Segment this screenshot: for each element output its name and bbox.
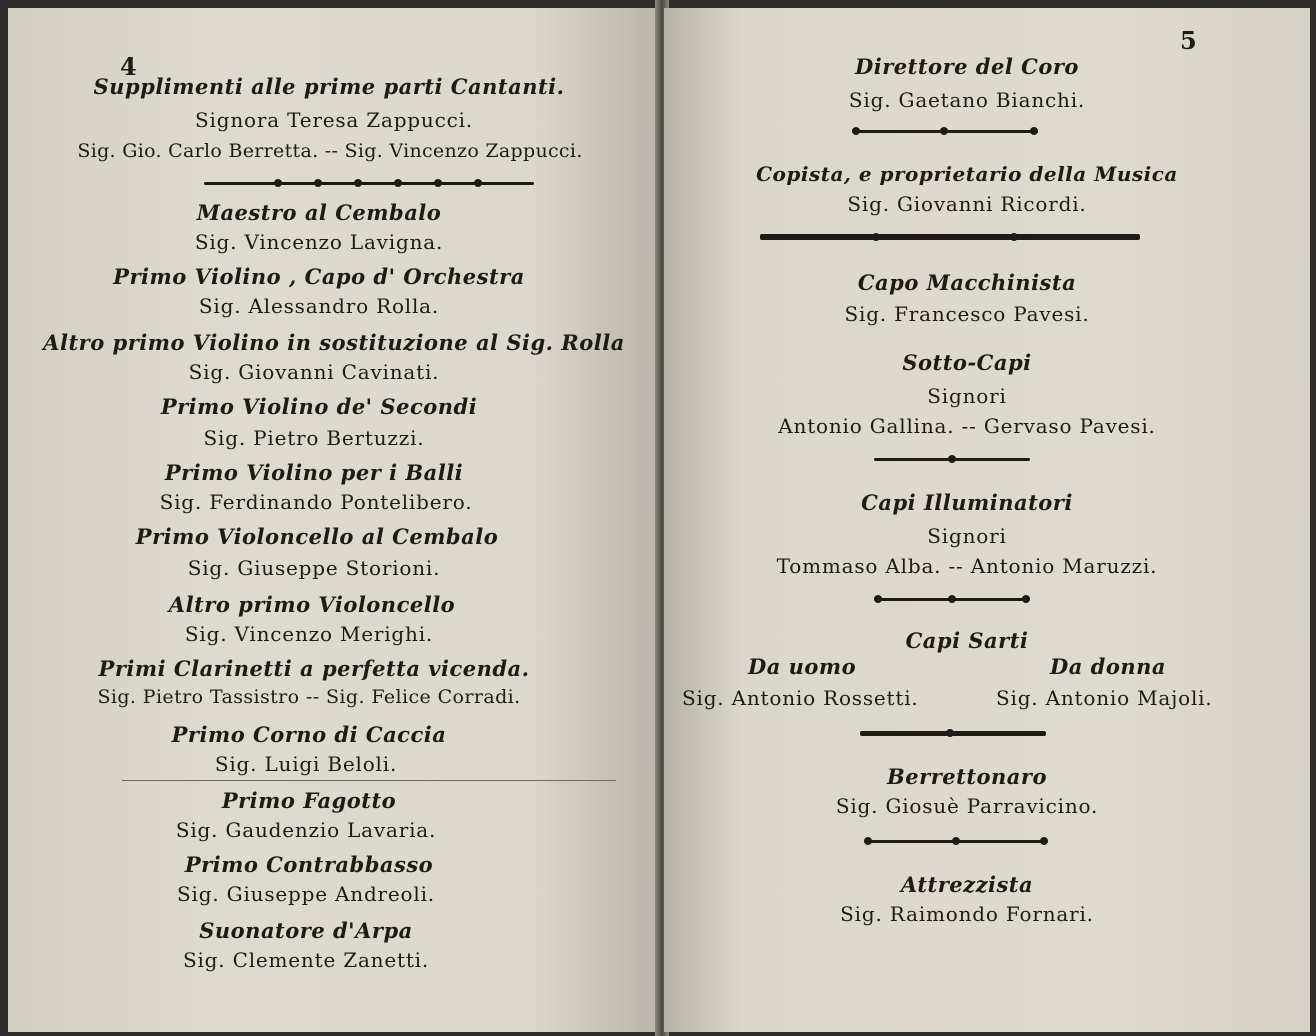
person-name: Sig. Pietro Bertuzzi. [203, 426, 425, 450]
horizontal-rule [122, 780, 616, 781]
ornament-divider [852, 126, 1038, 136]
ornament-divider [874, 454, 1030, 464]
role-title: Capi Sarti [905, 628, 1029, 653]
person-name: Sig. Giovanni Cavinati. [188, 360, 440, 384]
ornament-divider [864, 836, 1048, 846]
person-name: Sig. Giuseppe Andreoli. [177, 882, 435, 906]
person-name: Sig. Giuseppe Storioni. [187, 556, 441, 580]
role-title: Primo Violino per i Balli [164, 460, 464, 485]
role-title: Direttore del Coro [855, 54, 1079, 79]
person-name: Sig. Clemente Zanetti. [182, 948, 430, 972]
role-title: Primi Clarinetti a perfetta vicenda. [98, 656, 530, 681]
person-name: Sig. Pietro Tassistro -- Sig. Felice Corradi. [97, 686, 521, 708]
person-name: Sig. Gaetano Bianchi. [848, 88, 1086, 112]
sarti-left-name: Sig. Antonio Rossetti. [682, 686, 919, 710]
role-title: Primo Violino de' Secondi [160, 394, 478, 419]
page-number: 4 [120, 52, 137, 81]
role-title: Primo Corno di Caccia [171, 722, 447, 747]
role-title: Capi Illuminatori [861, 490, 1073, 515]
role-title: Copista, e proprietario della Musica [756, 162, 1178, 186]
role-title: Berrettonaro [887, 764, 1047, 789]
role-title: Primo Contrabbasso [184, 852, 434, 877]
person-name: Sig. Vincenzo Merighi. [184, 622, 434, 646]
subheading: Signori [927, 384, 1007, 408]
sarti-right-label: Da donna [1050, 654, 1166, 679]
person-names: Antonio Gallina. -- Gervaso Pavesi. [778, 414, 1156, 438]
person-names: Tommaso Alba. -- Antonio Maruzzi. [776, 554, 1158, 578]
section-heading: Supplimenti alle prime parti Cantanti. [93, 74, 565, 99]
left-page [8, 8, 660, 1032]
role-title: Capo Macchinista [857, 270, 1077, 295]
ornament-divider [760, 232, 1140, 242]
person-name: Sig. Luigi Beloli. [214, 752, 398, 776]
right-page [664, 8, 1310, 1032]
person-name: Sig. Vincenzo Lavigna. [194, 230, 444, 254]
ornament-divider [874, 594, 1030, 604]
sarti-right-name: Sig. Antonio Majoli. [996, 686, 1213, 710]
person-name: Sig. Gaudenzio Lavaria. [175, 818, 437, 842]
ornament-divider [860, 728, 1046, 738]
subheading: Signori [927, 524, 1007, 548]
role-title: Maestro al Cembalo [196, 200, 442, 225]
person-name: Sig. Giovanni Ricordi. [847, 192, 1087, 216]
role-title: Suonatore d'Arpa [199, 918, 413, 943]
person-name: Sig. Raimondo Fornari. [840, 902, 1094, 926]
person-name: Sig. Ferdinando Pontelibero. [159, 490, 473, 514]
person-name: Sig. Alessandro Rolla. [198, 294, 440, 318]
person-name: Sig. Francesco Pavesi. [844, 302, 1090, 326]
person-name: Sig. Giosuè Parravicino. [835, 794, 1099, 818]
ornament-divider [204, 178, 534, 188]
page-number: 5 [1180, 26, 1197, 55]
role-title: Sotto-Capi [902, 350, 1032, 375]
role-title: Altro primo Violino in sostituzione al Sig. Rolla [43, 330, 625, 355]
role-title: Altro primo Violoncello [168, 592, 456, 617]
singer-names: Sig. Gio. Carlo Berretta. -- Sig. Vincenzo Zappucci. [77, 140, 583, 162]
role-title: Primo Violoncello al Cembalo [135, 524, 499, 549]
role-title: Primo Fagotto [221, 788, 397, 813]
role-title: Attrezzista [900, 872, 1034, 897]
singer-name: Signora Teresa Zappucci. [195, 108, 473, 132]
sarti-left-label: Da uomo [748, 654, 857, 679]
role-title: Primo Violino , Capo d' Orchestra [113, 264, 525, 289]
